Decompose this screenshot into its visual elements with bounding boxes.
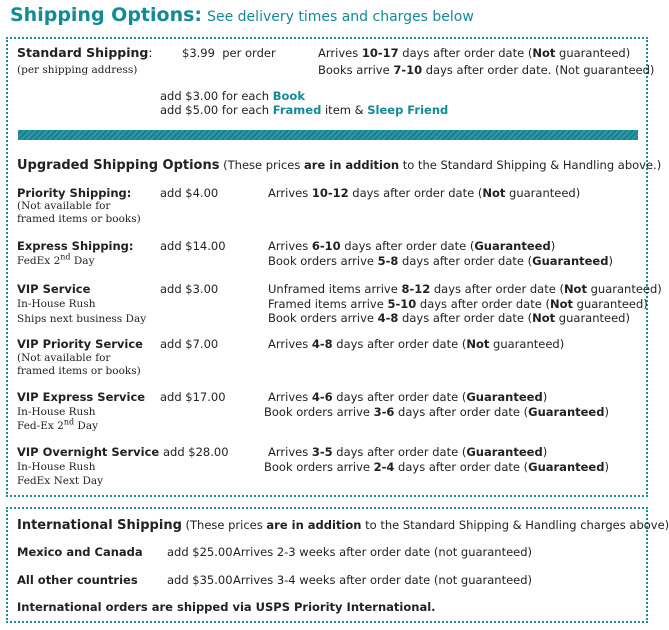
standard-shipping-name: Standard Shipping: bbox=[17, 45, 153, 60]
option-arrival: Arrives 4-8 days after order date (Not guaranteed) bbox=[268, 337, 565, 351]
option-name: VIP Service bbox=[17, 282, 91, 296]
option-name: Express Shipping: bbox=[17, 239, 134, 253]
option-price: add $3.00 bbox=[160, 282, 219, 296]
option-arrival: Book orders arrive 3-6 days after order date (Guaranteed) bbox=[264, 405, 609, 419]
intl-footer-note: International orders are shipped via USPS Priority International. bbox=[17, 600, 436, 614]
option-note: (Not available for framed items or books) bbox=[17, 352, 141, 377]
option-arrival: Book orders arrive 5-8 days after order date (Guaranteed) bbox=[268, 254, 613, 268]
title-subtitle: See delivery times and charges below bbox=[207, 9, 474, 25]
intl-row-text: Arrives 2-3 weeks after order date (not guaranteed) bbox=[233, 545, 533, 559]
option-price: add $7.00 bbox=[160, 337, 219, 351]
option-name: VIP Express Service bbox=[17, 390, 146, 404]
option-arrival: Arrives 4-6 days after order date (Guaranteed) bbox=[268, 390, 548, 404]
standard-arrival-2: Books arrive 7-10 days after order date. (Not guaranteed) bbox=[318, 63, 655, 77]
option-price: add $4.00 bbox=[160, 186, 219, 200]
option-name: Priority Shipping: bbox=[17, 186, 132, 200]
standard-arrival-1: Arrives 10-17 days after order date (Not guaranteed) bbox=[318, 46, 631, 60]
option-note: (Not available for framed items or books) bbox=[17, 200, 141, 225]
add-book-fee: add $3.00 for each Book bbox=[160, 89, 305, 103]
option-arrival: Arrives 6-10 days after order date (Guaranteed) bbox=[268, 239, 556, 253]
standard-shipping-price: $3.99 per order bbox=[182, 46, 276, 60]
option-note: In-House Rush FedEx Next Day bbox=[17, 461, 104, 487]
option-note: FedEx 2nd Day bbox=[17, 252, 95, 267]
option-price: add $28.00 bbox=[163, 445, 229, 459]
option-name: VIP Priority Service bbox=[17, 337, 143, 351]
option-note: In-House Rush Fed-Ex 2nd Day bbox=[17, 406, 99, 432]
intl-row-price: add $25.00 bbox=[167, 545, 233, 559]
international-heading: International Shipping (These prices are in addition to the Standard Shipping & Handling charges above) bbox=[17, 518, 669, 533]
option-arrival: Book orders arrive 2-4 days after order date (Guaranteed) bbox=[264, 460, 609, 474]
standard-shipping-note: (per shipping address) bbox=[17, 64, 138, 76]
option-note: In-House Rush Ships next business Day bbox=[17, 298, 147, 325]
option-price: add $14.00 bbox=[160, 239, 226, 253]
intl-row-price: add $35.00 bbox=[167, 573, 233, 587]
intl-row-name: All other countries bbox=[17, 573, 138, 587]
option-arrival: Unframed items arrive 8-12 days after order date (Not guaranteed) bbox=[268, 282, 662, 296]
option-price: add $17.00 bbox=[160, 390, 226, 404]
option-name: VIP Overnight Service bbox=[17, 445, 160, 459]
page-title bbox=[10, 4, 474, 26]
option-arrival: Framed items arrive 5-10 days after order date (Not guaranteed) bbox=[268, 297, 648, 311]
upgraded-heading: Upgraded Shipping Options (These prices are in addition to the Standard Shipping & Handling above.) bbox=[17, 158, 662, 173]
add-framed-fee: add $5.00 for each Framed item & Sleep Friend bbox=[160, 103, 449, 117]
intl-row-text: Arrives 3-4 weeks after order date (not guaranteed) bbox=[233, 573, 533, 587]
section-divider bbox=[18, 130, 638, 140]
intl-row-name: Mexico and Canada bbox=[17, 545, 143, 559]
title-main: Shipping Options: bbox=[10, 4, 203, 26]
option-arrival: Arrives 3-5 days after order date (Guaranteed) bbox=[268, 445, 548, 459]
option-arrival: Book orders arrive 4-8 days after order date (Not guaranteed) bbox=[268, 311, 630, 325]
option-arrival: Arrives 10-12 days after order date (Not guaranteed) bbox=[268, 186, 581, 200]
